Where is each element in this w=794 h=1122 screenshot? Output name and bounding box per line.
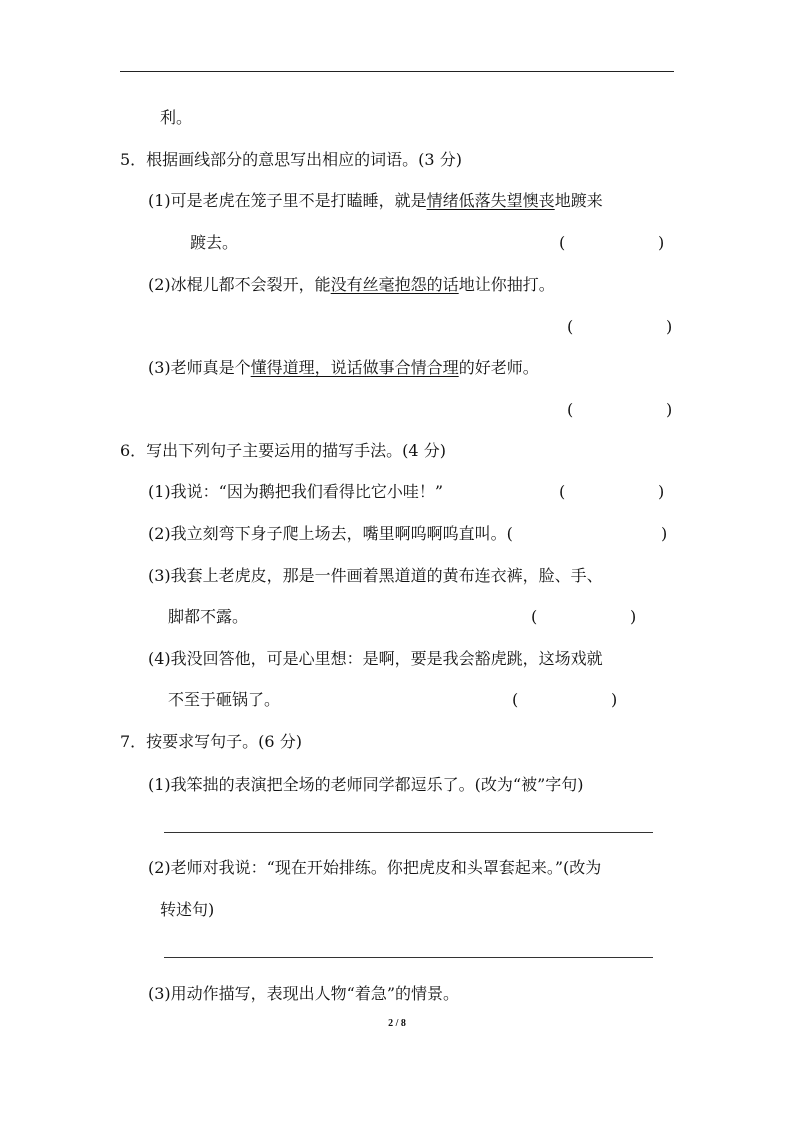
q5-item-1-cont: 踱去。 xyxy=(190,233,239,252)
q5-item-3: (3)老师真是个懂得道理，说话做事合情合理的好老师。 xyxy=(148,358,539,377)
answer-line[interactable] xyxy=(164,832,653,833)
page-number: 2 / 8 xyxy=(388,1018,406,1029)
question-7-title: 7．按要求写句子。(6 分) xyxy=(120,732,302,751)
q5-item-2-underlined: 没有丝毫抱怨的话 xyxy=(330,275,459,294)
answer-line[interactable] xyxy=(164,957,653,958)
answer-paren-close: ) xyxy=(611,690,618,709)
q5-item-3-underlined: 懂得道理，说话做事合情合理 xyxy=(250,358,459,377)
answer-paren-close: ) xyxy=(658,482,665,501)
q6-item-3-cont: 脚都不露。 xyxy=(168,607,249,626)
answer-paren-close: ) xyxy=(666,317,673,336)
q5-item-2: (2)冰棍儿都不会裂开，能没有丝毫抱怨的话地让你抽打。 xyxy=(148,275,555,294)
q5-item-1-underlined: 情绪低落失望懊丧 xyxy=(426,191,555,210)
answer-paren-open: ( xyxy=(567,317,574,336)
q5-item-1: (1)可是老虎在笼子里不是打瞌睡，就是情绪低落失望懊丧地踱来 xyxy=(148,191,603,210)
answer-paren-close: ) xyxy=(661,524,668,543)
header-rule xyxy=(120,71,674,72)
answer-paren-open: ( xyxy=(512,690,519,709)
q7-item-1: (1)我笨拙的表演把全场的老师同学都逗乐了。(改为“被”字句) xyxy=(148,775,584,794)
q6-item-2: (2)我立刻弯下身子爬上场去，嘴里啊呜啊呜直叫。( xyxy=(148,524,513,543)
q6-item-1: (1)我说：“因为鹅把我们看得比它小哇！” xyxy=(148,482,444,501)
answer-paren-close: ) xyxy=(658,233,665,252)
q6-item-4: (4)我没回答他，可是心里想：是啊，要是我会豁虎跳，这场戏就 xyxy=(148,649,603,668)
answer-paren-close: ) xyxy=(666,400,673,419)
q7-item-3: (3)用动作描写，表现出人物“着急”的情景。 xyxy=(148,984,460,1003)
answer-paren-open: ( xyxy=(567,400,574,419)
continued-text: 利。 xyxy=(160,108,193,127)
q6-item-4-cont: 不至于砸锅了。 xyxy=(168,690,281,709)
answer-paren-open: ( xyxy=(559,482,566,501)
answer-paren-close: ) xyxy=(630,607,637,626)
question-6-title: 6．写出下列句子主要运用的描写手法。(4 分) xyxy=(120,441,446,460)
answer-paren-open: ( xyxy=(559,233,566,252)
q7-item-2: (2)老师对我说：“现在开始排练。你把虎皮和头罩套起来。”(改为 xyxy=(148,858,602,877)
answer-paren-open: ( xyxy=(531,607,538,626)
q7-item-2-cont: 转述句) xyxy=(160,900,215,919)
question-5-title: 5．根据画线部分的意思写出相应的词语。(3 分) xyxy=(120,150,462,169)
q6-item-3: (3)我套上老虎皮，那是一件画着黑道道的黄布连衣裤，脸、手、 xyxy=(148,566,603,585)
